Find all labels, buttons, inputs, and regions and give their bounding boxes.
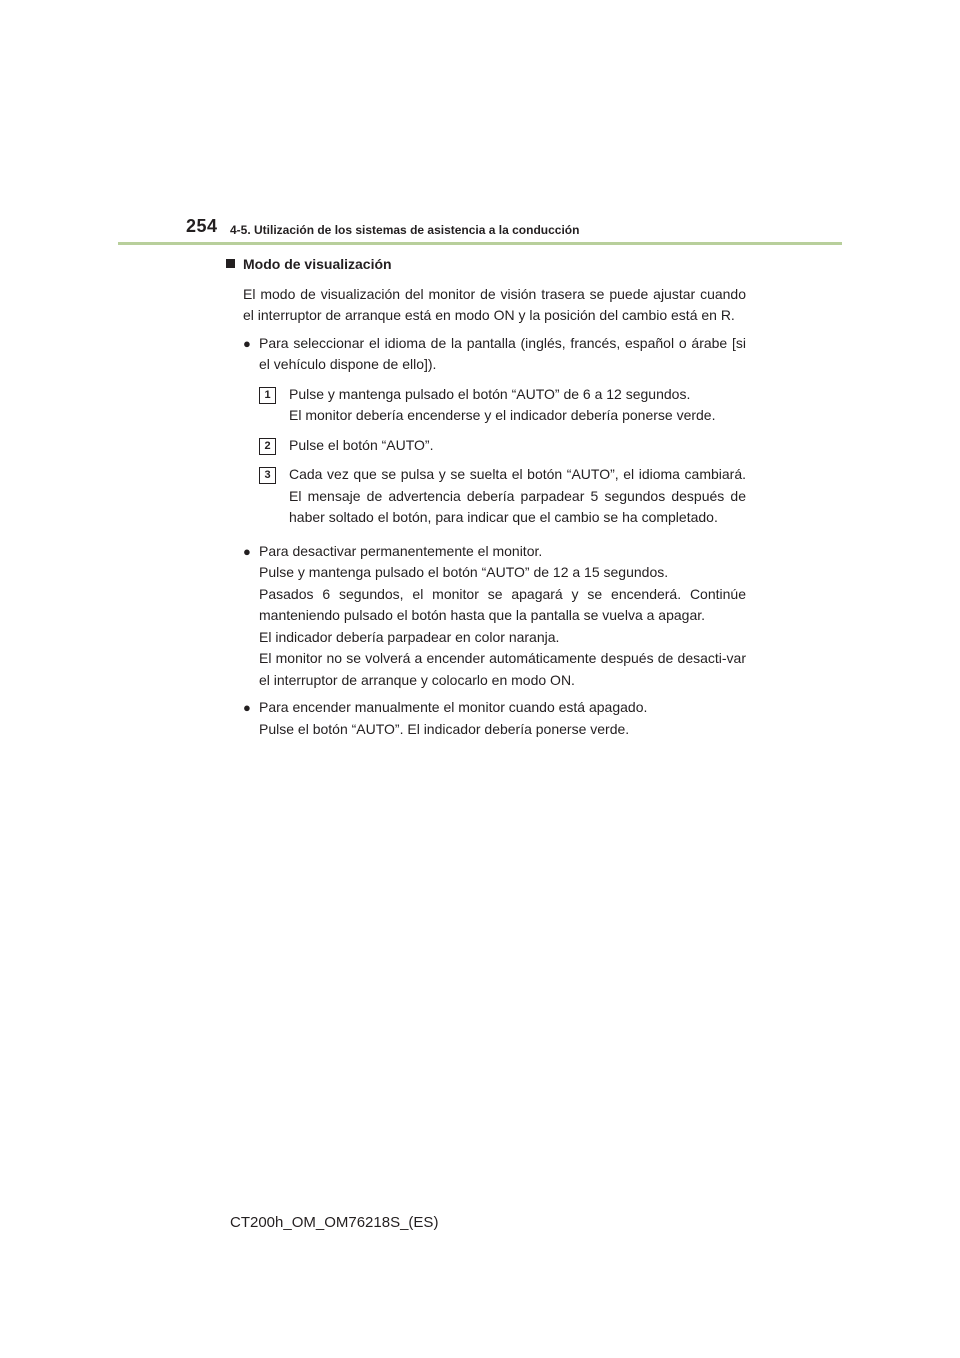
main-content [226, 254, 746, 746]
step-item [259, 435, 746, 457]
bullet-item [243, 333, 746, 535]
step-number: 2 [259, 438, 276, 455]
bullet-line: Para encender manualmente el monitor cuando está apagado. [259, 699, 648, 715]
bullet-text: Para seleccionar el idioma de la pantalla (inglés, francés, español o árabe [si el vehículo dispone de ello]). [259, 334, 746, 372]
bullet-item [243, 697, 746, 740]
bullet-line: Pulse el botón “AUTO”. El indicador debería ponerse verde. [259, 720, 630, 737]
section-title: 4-5. Utilización de los sistemas de asistencia a la conducción [230, 223, 580, 237]
step-line: Pulse el botón “AUTO”. [289, 436, 434, 453]
bullet-line: Pasados 6 segundos, el monitor se apagará y se encenderá. Continúe manteniendo pulsado el botón hasta que la pantalla se vuelva a apagar. [259, 585, 746, 623]
step-item [259, 384, 746, 427]
step-line: Cada vez que se pulsa y se suelta el botón “AUTO”, el idioma cambiará. El mensaje de advertencia debería parpadear 5 segundos después de haber soltado el botón, para indicar que el cambio se ha completado. [289, 466, 746, 525]
bullet-body [259, 541, 746, 692]
header-rule [118, 242, 842, 245]
step-line: Pulse y mantenga pulsado el botón “AUTO” de 6 a 12 segundos. [289, 385, 691, 402]
bullet-dot-icon: ● [243, 543, 251, 559]
step-number: 1 [259, 387, 276, 404]
step-item [259, 464, 746, 529]
subheading-title: Modo de visualización [243, 256, 392, 272]
step-body [289, 384, 746, 427]
page-number: 254 [186, 216, 218, 236]
bullet-dot-icon: ● [243, 335, 251, 351]
bullet-body [259, 333, 746, 535]
bullet-line: El monitor no se volverá a encender automáticamente después de desacti-var el interruptor de arranque y colocarlo en modo ON. [259, 650, 746, 688]
step-body [289, 464, 746, 529]
step-line: El monitor debería encenderse y el indicador debería ponerse verde. [289, 407, 716, 423]
subheading [226, 254, 746, 276]
bullet-dot-icon: ● [243, 700, 251, 715]
bullet-line: El indicador debería parpadear en color naranja. [259, 628, 560, 645]
bullet-line: Pulse y mantenga pulsado el botón “AUTO” de 12 a 15 segundos. [259, 564, 669, 580]
bullet-body [259, 697, 746, 740]
footer-code: CT200h_OM_OM76218S_(ES) [230, 1214, 439, 1231]
intro-paragraph: El modo de visualización del monitor de visión trasera se puede ajustar cuando el interruptor de arranque está en modo ON y la posición del cambio está en R. [243, 285, 746, 323]
square-bullet-icon [226, 259, 235, 268]
step-body [289, 435, 746, 457]
bullet-line: Para desactivar permanentemente el monitor. [259, 542, 543, 559]
bullet-item [243, 541, 746, 692]
step-number: 3 [259, 467, 276, 484]
